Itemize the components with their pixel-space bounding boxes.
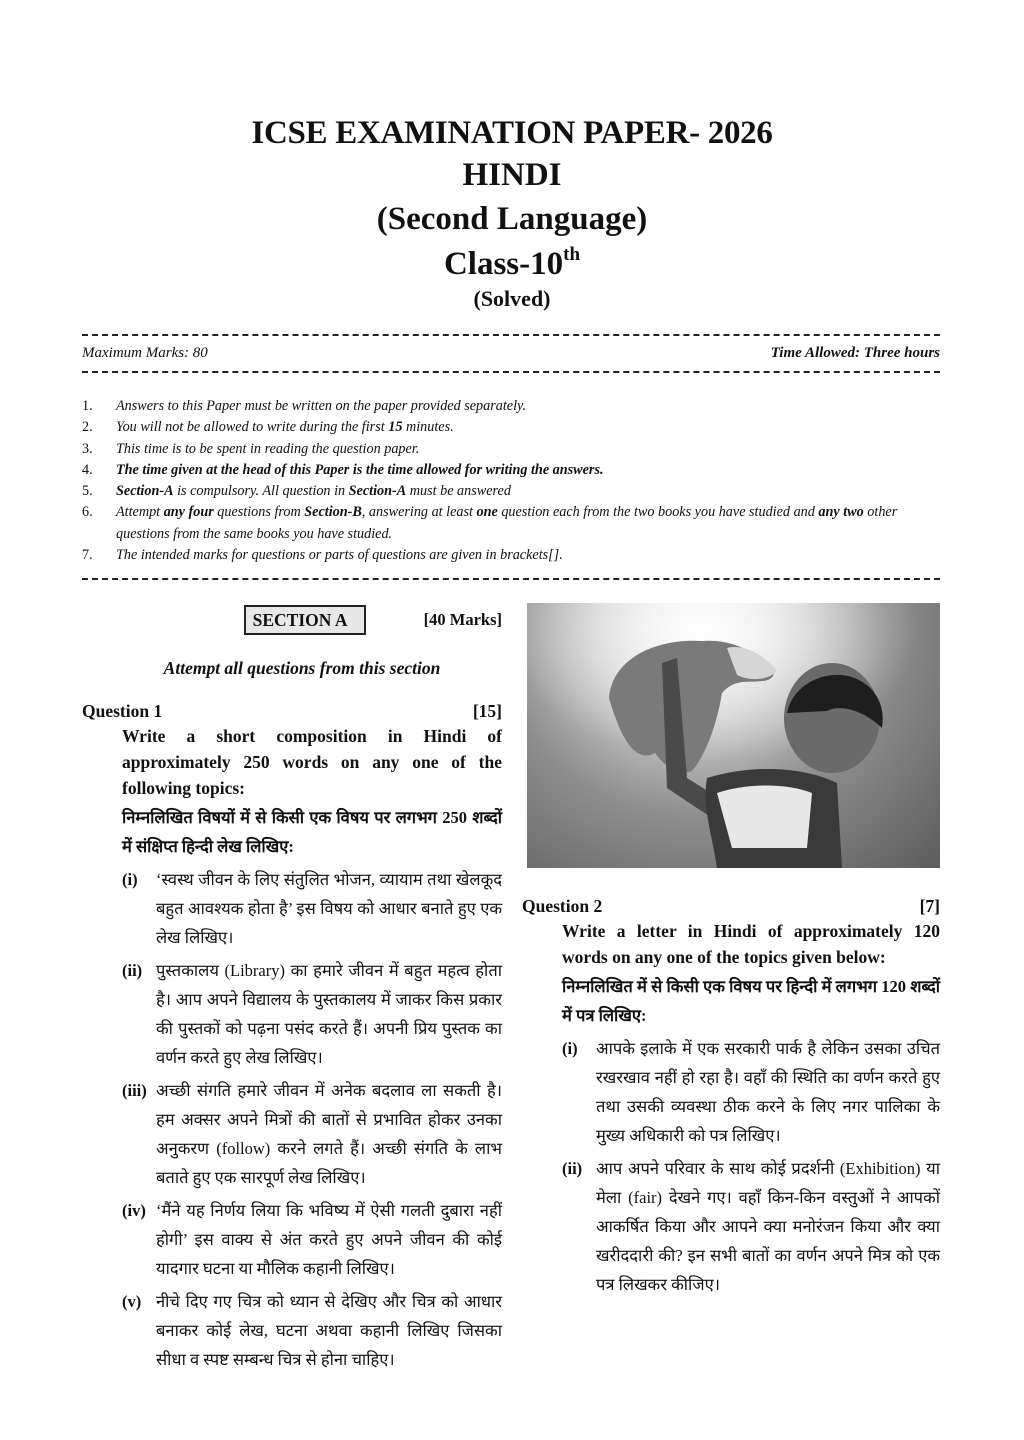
class-label (0, 242, 1024, 286)
instruction-fragment: is compulsory. All question in (173, 483, 349, 500)
instruction-item (82, 502, 944, 545)
instruction-fragment: You will not be allowed to write during the first (116, 419, 389, 436)
option-text: आपके इलाके में एक सरकारी पार्क है लेकिन उसका उचित रखरखाव नहीं हो रहा है। वहाँ की स्थिति का वर्णन करते हुए तथा उसकी व्यवस्था ठीक करने के लिए नगर पालिका के मुख्य अधिकारी को पत्र लिखिए। (596, 1039, 940, 1145)
instruction-emphasis: any four (163, 504, 214, 521)
option-number: (ii) (562, 1159, 583, 1178)
instruction-fragment: question each from the two books you have studied and (497, 504, 819, 521)
instruction-item (82, 417, 944, 438)
question-2-header (522, 894, 940, 918)
instruction-text (116, 481, 944, 502)
instruction-fragment: questions from (213, 504, 305, 521)
instruction-fragment: minutes. (402, 419, 454, 436)
instruction-number: 4. (82, 461, 93, 478)
instruction-number: 3. (82, 440, 93, 457)
instruction-fragment: other questions from the same books you have studied. (116, 504, 898, 542)
instruction-text: This time is to be spent in reading the question paper. (116, 440, 420, 457)
question-2-label: Question 2 (522, 896, 603, 916)
instruction-number: 1. (82, 398, 93, 414)
option-number: (i) (122, 870, 138, 889)
instruction-emphasis: Section-B (304, 504, 362, 521)
option-text: ‘स्वस्थ जीवन के लिए संतुलित भोजन, व्यायाम तथा खेलकूद बहुत आवश्यक होता है’ इस विषय को आधार बनाते हुए एक लेख लिखिए। (156, 870, 502, 947)
instruction-fragment: , answering at least (361, 504, 477, 521)
option-number: (iii) (122, 1081, 147, 1100)
question-2-option (562, 1034, 940, 1150)
exam-title: ICSE EXAMINATION PAPER- 2026 (251, 115, 773, 151)
instruction-emphasis: any two (818, 504, 864, 521)
section-a-header (82, 603, 502, 637)
instruction-emphasis: Section-A (116, 483, 174, 500)
option-number: (v) (122, 1292, 142, 1311)
section-a-instruction: Attempt all questions from this section (163, 658, 441, 678)
time-allowed: Time Allowed: Three hours (770, 345, 940, 361)
question-1-option (122, 1287, 502, 1374)
instruction-text: The time given at the head of this Paper is the time allowed for writing the answers. (116, 461, 604, 478)
right-column (522, 603, 940, 1299)
title-block (0, 112, 1024, 312)
question-1-marks: [15] (472, 701, 502, 721)
class-suffix: th (563, 244, 581, 265)
instruction-emphasis: one (476, 504, 498, 521)
option-number: (iv) (122, 1201, 146, 1220)
question-1-label: Question 1 (82, 701, 163, 721)
option-text: नीचे दिए गए चित्र को ध्यान से देखिए और चित्र को आधार बनाकर कोई लेख, घटना अथवा कहानी लिखिए जिसका सीधा व स्पष्ट सम्बन्ध चित्र से होना चाहिए। (156, 1292, 502, 1369)
photo-illustration (527, 603, 940, 868)
instruction-text (116, 417, 944, 438)
solved-label: (Solved) (473, 286, 551, 311)
divider-meta (82, 371, 940, 373)
option-number: (ii) (122, 961, 143, 980)
section-a-label: SECTION A (244, 605, 366, 635)
question-1-option (122, 865, 502, 952)
divider-instructions (82, 578, 940, 580)
question-1-option (122, 956, 502, 1072)
section-a-marks: [40 Marks] (423, 610, 502, 629)
instruction-number: 7. (82, 547, 93, 564)
instruction-emphasis: Section-A (348, 483, 407, 500)
question-1-option (122, 1196, 502, 1283)
instruction-emphasis: 15 (388, 419, 403, 436)
instruction-fragment: Attempt (116, 504, 164, 521)
instruction-item (82, 481, 944, 502)
meta-row (82, 345, 940, 362)
instruction-item (82, 439, 944, 460)
divider-top (82, 334, 940, 336)
photo-boy-lifting-lamb-icon (527, 603, 940, 868)
question-2-english: Write a letter in Hindi of approximately 120 words on any one of the topics given below: (562, 921, 940, 967)
instruction-text: Answers to this Paper must be written on the paper provided separately. (116, 398, 527, 414)
subject-title: HINDI (462, 157, 562, 193)
language-subtitle: (Second Language) (376, 201, 648, 237)
boy-sleeve (717, 786, 812, 849)
class-prefix: Class-10 (443, 246, 564, 282)
instruction-text (116, 502, 944, 545)
question-2-option (562, 1154, 940, 1299)
maximum-marks: Maximum Marks: 80 (82, 345, 208, 361)
instruction-number: 5. (82, 483, 93, 500)
instructions-list (82, 396, 944, 566)
left-column (82, 603, 502, 1374)
instruction-item (82, 396, 944, 417)
instruction-item (82, 460, 944, 481)
instruction-text: The intended marks for questions or parts of questions are given in brackets[]. (116, 547, 563, 564)
question-1-option (122, 1076, 502, 1192)
option-text: पुस्तकालय (Library) का हमारे जीवन में बहुत महत्व होता है। आप अपने विद्यालय के पुस्तकालय में जाकर किस प्रकार की पुस्तकों को पढ़ना पसंद करते हैं। अपनी प्रिय पुस्तक का वर्णन करते हुए लेख लिखिए। (156, 961, 502, 1067)
instruction-number: 6. (82, 504, 93, 521)
question-1-english: Write a short composition in Hindi of approximately 250 words on any one of the following topics: (122, 726, 502, 798)
instruction-fragment: must be answered (406, 483, 511, 500)
question-1-header (82, 699, 502, 723)
option-text: ‘मैंने यह निर्णय लिया कि भविष्य में ऐसी गलती दुबारा नहीं होगी’ इस वाक्य से अंत करते हुए अपने जीवन की कोई यादगार घटना या मौलिक कहानी लिखिए। (156, 1201, 502, 1278)
question-1-hindi: निम्नलिखित विषयों में से किसी एक विषय पर लगभग 250 शब्दों में संक्षिप्त हिन्दी लेख लिखिए: (122, 808, 502, 856)
option-text: आप अपने परिवार के साथ कोई प्रदर्शनी (Exhibition) या मेला (fair) देखने गए। वहाँ किन-किन वस्तुओं ने आपकों आकर्षित किया और आपने क्या मनोरंजन किया और क्या खरीददारी की? इन सभी बातों का वर्णन अपने मित्र को एक पत्र लिखकर कीजिए। (596, 1159, 940, 1294)
instruction-item (82, 545, 944, 566)
option-number: (i) (562, 1039, 578, 1058)
question-2-marks: [7] (919, 896, 940, 916)
question-2-hindi: निम्नलिखित में से किसी एक विषय पर हिन्दी में लगभग 120 शब्दों में पत्र लिखिए: (562, 977, 940, 1025)
instruction-number: 2. (82, 419, 93, 436)
option-text: अच्छी संगति हमारे जीवन में अनेक बदलाव ला सकती है। हम अक्सर अपने मित्रों की बातों से प्रभावित होकर उनका अनुकरण (follow) करने लगते हैं। अच्छी संगति के लाभ बताते हुए एक सारपूर्ण लेख लिखिए। (156, 1081, 502, 1187)
